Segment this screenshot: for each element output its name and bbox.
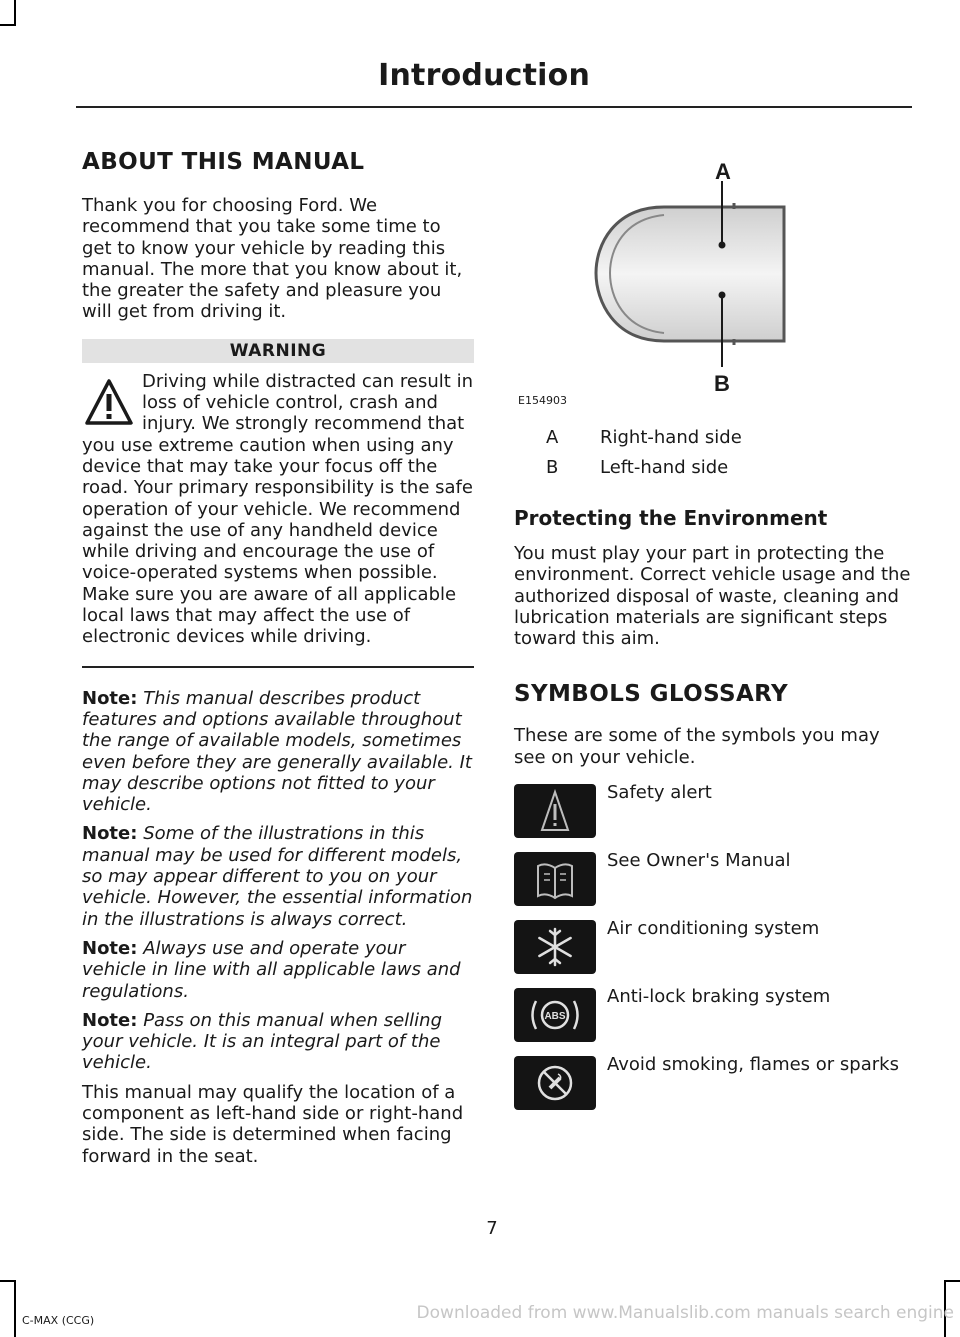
notes-list [82,688,474,1074]
crop-mark [0,1280,16,1282]
note-item [82,688,474,816]
note-item [82,938,474,1002]
figure-code: E154903 [518,394,567,407]
symbol-row [514,852,912,920]
symbol-label: Air conditioning system [607,918,820,940]
note-label: Note: [82,687,138,709]
left-column [82,145,474,1167]
page-number: 7 [486,1218,498,1239]
symbols-list [514,784,912,1124]
about-heading: ABOUT THIS MANUAL [82,149,365,175]
figure-label-b: B [714,371,730,396]
symbol-label: Safety alert [607,782,712,804]
environment-text: You must play your part in protecting the environment. Correct vehicle usage and the authorized disposal of waste, cleaning and lubrication materials are significant steps toward this aim. [514,543,911,650]
symbol-row [514,988,912,1056]
abs-text: ABS [544,1011,566,1023]
note-item [82,1010,474,1074]
legend-row [514,453,912,483]
legend-text: Left-hand side [600,457,729,478]
symbol-tile [514,988,596,1042]
note-text: Pass on this manual when selling your vehicle. It is an integral part of the vehicle. [82,1009,443,1074]
warning-content [82,371,474,648]
symbol-label: Anti-lock braking system [607,986,831,1008]
abs-icon [514,988,596,1042]
symbol-row [514,784,912,852]
crop-mark [944,1280,960,1282]
symbol-row [514,920,912,988]
legend-key: A [546,427,559,448]
page-title: Introduction [378,58,590,93]
symbol-tile [514,1056,596,1110]
footer-model: C-MAX (CCG) [22,1314,95,1327]
figure-legend [514,423,912,483]
note-text: This manual describes product features and options available throughout the range of available models, sometimes even before they are generally available. It may describe options not fitted to your vehicle. [82,687,472,816]
right-column [514,145,912,1124]
note-text: Some of the illustrations in this manual may be used for different models, so may appear different to you on your vehicle. However, the essential information in the illustrations is always correct. [82,823,473,930]
legend-key: B [546,457,559,478]
symbol-tile [514,784,596,838]
owners-manual-icon [514,852,596,906]
safety-alert-icon [514,784,596,838]
about-intro: Thank you for choosing Ford. We recommend that you take some time to get to know your vehicle by reading this manual. The more that you know about it, the greater the safety and pleasure you will get from driving it. [82,195,463,323]
crop-mark [14,0,16,26]
car-top-view-icon [514,145,912,407]
warning-text: Driving while distracted can result in loss of vehicle control, crash and injury. We strongly recommend that you use extreme caution when using any device that may take your focus off the road. Your primary responsibility is the safe operation of your vehicle. We recommend against the use of any handheld device while driving and encourage the use of voice-operated systems when possible. Make sure you are aware of all applicable local laws that may affect the use of electronic devices while driving. [82,370,473,648]
crop-mark [14,1280,16,1337]
note-label: Note: [82,823,138,845]
figure-label-a: A [715,159,731,184]
note-label: Note: [82,1009,138,1031]
symbols-heading: SYMBOLS GLOSSARY [514,681,789,708]
warning-divider [82,666,474,668]
note-item [82,823,474,929]
air-conditioning-icon [514,920,596,974]
symbols-intro: These are some of the symbols you may see on your vehicle. [514,725,880,768]
legend-text: Right-hand side [600,427,742,448]
symbol-label: Avoid smoking, flames or sparks [607,1054,899,1076]
note-text: Always use and operate your vehicle in line with all applicable laws and regulations. [82,937,461,1002]
warning-label: WARNING [82,339,474,363]
crop-mark [0,24,16,26]
vehicle-sides-figure [514,145,912,407]
side-definition-text: This manual may qualify the location of a component as left-hand side or right-hand side. The side is determined when facing forward in the seat. [82,1081,464,1167]
no-smoking-flames-icon [514,1056,596,1110]
footer-watermark: Downloaded from www.Manualslib.com manuals search engine [416,1303,954,1323]
symbol-row [514,1056,912,1124]
environment-heading: Protecting the Environment [514,506,828,530]
header-divider [76,106,912,108]
warning-triangle-icon [84,377,134,427]
legend-row [514,423,912,453]
symbol-label: See Owner's Manual [607,850,791,872]
warning-box [82,339,474,668]
symbol-tile [514,920,596,974]
note-label: Note: [82,937,138,959]
symbol-tile [514,852,596,906]
